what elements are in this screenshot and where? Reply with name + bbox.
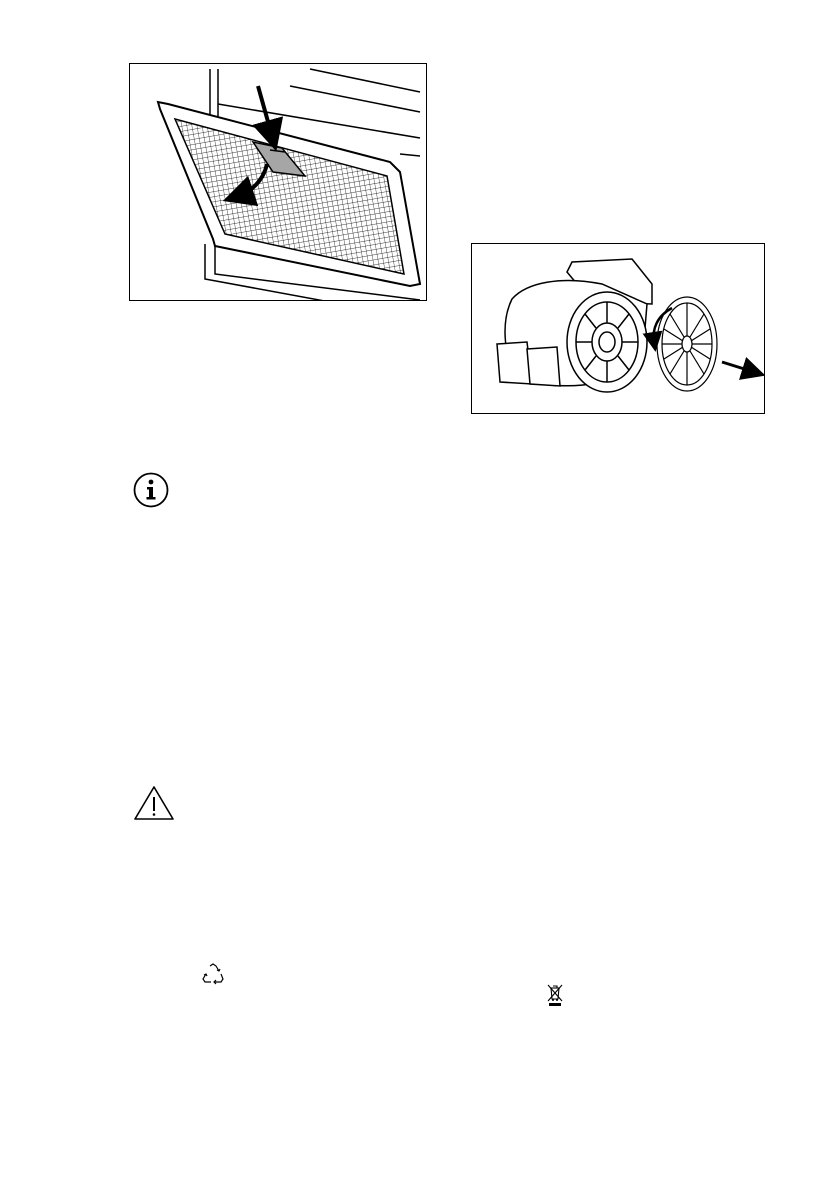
carbon-filter-illustration [472,244,765,414]
grease-filter-figure [129,63,427,301]
crossed-bin-icon [546,983,564,1007]
fan-wheel [567,292,647,392]
info-icon [133,472,169,508]
recycle-icon [200,962,226,986]
grease-filter-illustration [130,64,427,301]
carbon-filter-figure [471,243,765,414]
remove-arrow [722,362,754,372]
warning-icon [133,785,175,821]
